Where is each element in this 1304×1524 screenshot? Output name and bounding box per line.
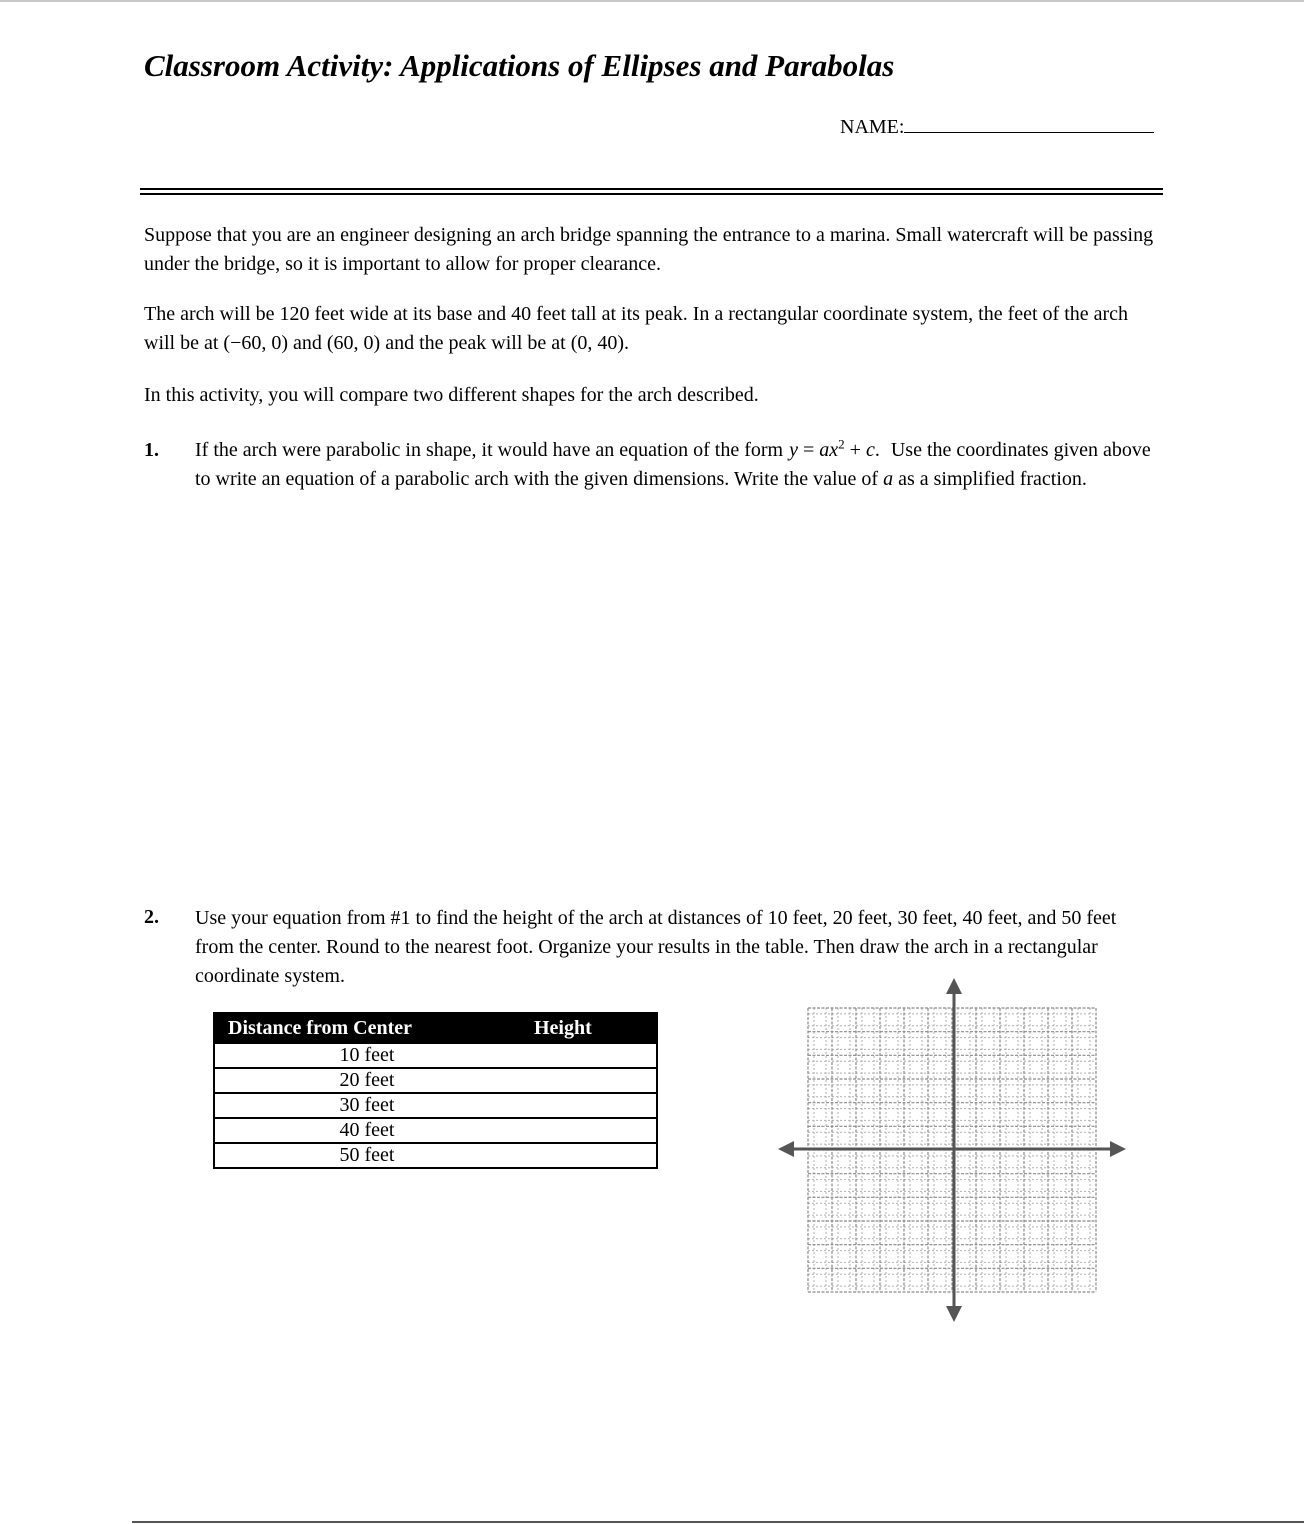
name-label: NAME:: [840, 116, 905, 138]
q1-text-after: Use the coordinates given above to write an equation of a parabolic arch with the given dimensions. Write the value of: [195, 439, 1151, 490]
header-divider: [140, 188, 1163, 195]
parabola-equation: $y = ax^2 + c$.: [789, 436, 880, 461]
table-header-row: [214, 1013, 657, 1043]
table-row: [214, 1068, 657, 1093]
q1-text-before: If the arch were parabolic in shape, it would have an equation of the form: [195, 439, 784, 461]
header-distance: Distance from Center: [214, 1013, 519, 1043]
y-axis-down-arrow-icon: [946, 1306, 962, 1322]
intro-paragraph-1: Suppose that you are an engineer designing an arch bridge spanning the entrance to a marina. Small watercraft will be passing under the bridge, so it is important to allow for proper clearance.: [144, 224, 1154, 275]
coordinate-grid-svg: [776, 976, 1128, 1324]
name-field: [840, 113, 1154, 139]
distance-cell: 20 feet: [214, 1068, 519, 1093]
table-row: [214, 1118, 657, 1143]
header-height: Height: [519, 1013, 657, 1043]
name-blank-line[interactable]: [904, 113, 1154, 133]
height-cell[interactable]: [519, 1043, 657, 1068]
q1-text-end: as a simplified fraction.: [898, 468, 1087, 490]
table-row: [214, 1143, 657, 1168]
q1-var-a: a: [883, 468, 894, 490]
top-rule: [0, 0, 1304, 2]
distance-cell: 30 feet: [214, 1093, 519, 1118]
x-axis-right-arrow-icon: [1110, 1141, 1126, 1157]
intro-paragraph-2: The arch will be 120 feet wide at its base and 40 feet tall at its peak. In a rectangular coordinate system, the feet of the arch will be at (−60, 0) and (60, 0) and the peak will be at (0, 40).: [144, 303, 1129, 354]
intro-paragraph-3: In this activity, you will compare two different shapes for the arch described.: [144, 384, 759, 406]
question-2-number: 2.: [144, 906, 159, 928]
height-cell[interactable]: [519, 1143, 657, 1168]
height-cell[interactable]: [519, 1068, 657, 1093]
distance-cell: 40 feet: [214, 1118, 519, 1143]
bottom-rule: [132, 1521, 1304, 1523]
distance-cell: 50 feet: [214, 1143, 519, 1168]
table-row: [214, 1043, 657, 1068]
page-title: Classroom Activity: Applications of Ellipses and Parabolas: [144, 48, 895, 83]
height-cell[interactable]: [519, 1093, 657, 1118]
distance-cell: 10 feet: [214, 1043, 519, 1068]
x-axis-left-arrow-icon: [778, 1141, 794, 1157]
results-table: [213, 1012, 658, 1169]
question-2-text: Use your equation from #1 to find the height of the arch at distances of 10 feet, 20 feet, 30 feet, 40 feet, and 50 feet from the center. Round to the nearest foot. Organize your results in the table. Then draw the arch in a rectangular coordinate system.: [195, 907, 1117, 987]
height-cell[interactable]: [519, 1118, 657, 1143]
table-row: [214, 1093, 657, 1118]
question-1-number: 1.: [144, 439, 159, 461]
coordinate-grid[interactable]: [776, 976, 1128, 1324]
question-1-text: [195, 436, 1155, 494]
y-axis-up-arrow-icon: [946, 978, 962, 994]
